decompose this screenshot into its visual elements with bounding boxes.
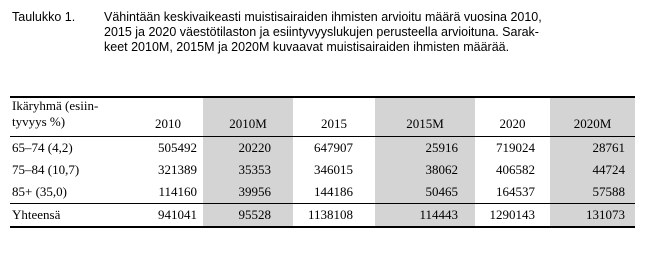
caption-line: 2015 ja 2020 väestötilaston ja esiintyvyyslukujen perusteella arvioituna. Sarak- [104,25,539,39]
table-cell: 39956 [238,184,271,199]
group-header: tyvyys %) [12,114,66,129]
caption-line: Vähintään keskivaikeasti muistisairaiden ihmisten arvioitu määrä vuosina 2010, [104,10,542,24]
column-header-2020m: 2020M [573,116,612,131]
bottom-rule [10,226,635,228]
caption-text [104,10,574,55]
column-header-2015m: 2015M [406,116,444,131]
group-header: Ikäryhmä (esiin- [12,98,99,113]
table-cell: 719024 [496,140,535,155]
column-header-2020: 2020 [499,116,526,131]
table-cell: 38062 [425,162,458,177]
table-cell: 164537 [496,184,535,199]
column-header-2010: 2010 [155,116,181,131]
caption-label: Taulukko 1. [12,10,76,24]
total-cell: 131073 [586,207,625,222]
total-cell: 114443 [419,207,458,222]
table-cell: 25916 [425,140,458,155]
total-label: Yhteensä [12,207,61,222]
table-cell: 44724 [592,162,625,177]
table-cell: 20220 [238,140,271,155]
table-cell: 35353 [238,162,271,177]
caption-line: keet 2010M, 2015M ja 2020M kuvaavat muistisairaiden ihmisten määrää. [104,40,510,54]
row-label: 75–84 (10,7) [12,162,80,177]
table-cell: 346015 [314,162,353,177]
table-cell: 114160 [158,184,197,199]
table-caption [12,10,652,70]
table-cell: 406582 [496,162,535,177]
total-cell: 1290143 [489,207,535,222]
row-label: 85+ (35,0) [12,184,67,199]
total-cell: 95528 [238,207,271,222]
table-cell: 321389 [158,162,197,177]
top-rule [10,96,635,98]
table-cell: 647907 [314,140,353,155]
total-cell: 941041 [158,207,197,222]
table-cell: 28761 [592,140,625,155]
table-cell: 144186 [314,184,353,199]
row-label: 65–74 (4,2) [12,140,73,155]
column-header-2015: 2015 [321,116,347,131]
table-cell: 57588 [592,184,625,199]
table-cell: 505492 [158,140,197,155]
column-header-2010m: 2010M [229,116,267,131]
total-cell: 1138108 [307,207,353,222]
table-cell: 50465 [425,184,458,199]
